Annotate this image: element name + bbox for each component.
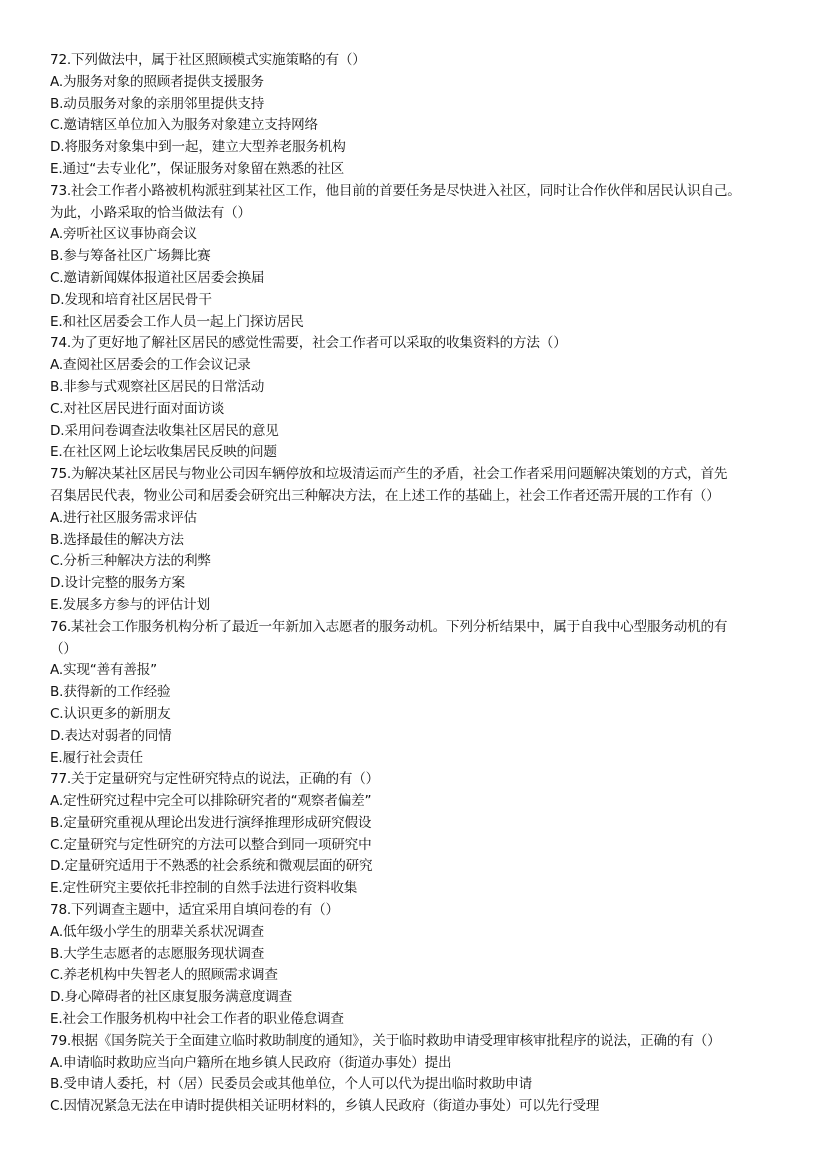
question-block (50, 900, 820, 1031)
question-stem: 78.下列调查主题中，适宜采用自填问卷的有（） (50, 902, 339, 919)
question-block (50, 617, 820, 770)
question-stem: 77.关于定量研究与定性研究特点的说法，正确的有（） (50, 771, 380, 788)
question-stem: 74.为了更好地了解社区居民的感觉性需要，社会工作者可以采取的收集资料的方法（） (50, 335, 567, 352)
answer-option: B.大学生志愿者的志愿服务现状调查 (50, 945, 265, 962)
question-stem: （） (50, 640, 77, 657)
answer-option: D.发现和培育社区居民骨干 (50, 291, 212, 308)
question-stem: 72.下列做法中，属于社区照顾模式实施策略的有（） (50, 52, 366, 68)
answer-option: D.将服务对象集中到一起，建立大型养老服务机构 (50, 139, 346, 156)
answer-option: E.和社区居委会工作人员一起上门探访居民 (50, 313, 304, 330)
question-block (50, 181, 820, 334)
answer-option: A.实现“善有善报” (50, 662, 158, 679)
question-stem: 76.某社会工作服务机构分析了最近一年新加入志愿者的服务动机。下列分析结果中，属于自我中心型服务动机的有 (50, 618, 728, 635)
question-block (50, 333, 820, 464)
answer-option: B.参与筹备社区广场舞比赛 (50, 248, 211, 265)
answer-option: A.进行社区服务需求评估 (50, 509, 197, 526)
question-stem: 79.根据《国务院关于全面建立临时救助制度的通知》，关于临时救助申请受理审核审批程序的说法，正确的有（） (50, 1032, 721, 1049)
answer-option: D.定量研究适用于不熟悉的社会系统和微观层面的研究 (50, 858, 373, 875)
answer-option: B.非参与式观察社区居民的日常活动 (50, 378, 265, 395)
answer-option: C.邀请新闻媒体报道社区居委会换届 (50, 269, 265, 286)
answer-option: B.获得新的工作经验 (50, 684, 171, 701)
answer-option: A.旁听社区议事协商会议 (50, 226, 197, 243)
question-stem: 召集居民代表，物业公司和居委会研究出三种解决方法，在上述工作的基础上，社会工作者还需开展的工作有（） (50, 487, 720, 504)
answer-option: E.履行社会责任 (50, 749, 143, 766)
question-block (50, 769, 820, 900)
question-block (50, 464, 820, 617)
answer-option: E.定性研究主要依托非控制的自然手法进行资料收集 (50, 880, 358, 897)
answer-option: D.身心障碍者的社区康复服务满意度调查 (50, 989, 293, 1006)
question-block (50, 50, 820, 181)
answer-option: A.低年级小学生的朋辈关系状况调查 (50, 923, 264, 940)
answer-option: B.动员服务对象的亲朋邻里提供支持 (50, 95, 265, 112)
answer-option: C.对社区居民进行面对面访谈 (50, 400, 225, 417)
answer-option: A.查阅社区居委会的工作会议记录 (50, 357, 251, 374)
answer-option: C.定量研究与定性研究的方法可以整合到同一项研究中 (50, 836, 372, 853)
answer-option: E.通过“去专业化”，保证服务对象留在熟悉的社区 (50, 160, 345, 177)
question-block (50, 1031, 820, 1118)
answer-option: E.在社区网上论坛收集居民反映的问题 (50, 444, 277, 461)
answer-option: A.为服务对象的照顾者提供支援服务 (50, 73, 264, 90)
answer-option: D.设计完整的服务方案 (50, 575, 185, 592)
answer-option: C.养老机构中失智老人的照顾需求调查 (50, 967, 278, 984)
answer-option: C.邀请辖区单位加入为服务对象建立支持网络 (50, 117, 318, 134)
answer-option: D.采用问卷调查法收集社区居民的意见 (50, 422, 279, 439)
answer-option: E.社会工作服务机构中社会工作者的职业倦怠调查 (50, 1011, 344, 1028)
answer-option: E.发展多方参与的评估计划 (50, 596, 210, 613)
question-stem: 为此，小路采取的恰当做法有（） (50, 204, 251, 221)
answer-option: B.受申请人委托，村（居）民委员会或其他单位，个人可以代为提出临时救助申请 (50, 1076, 533, 1093)
answer-option: C.认识更多的新朋友 (50, 705, 171, 722)
answer-option: D.表达对弱者的同情 (50, 727, 172, 744)
answer-option: C.因情况紧急无法在申请时提供相关证明材料的，乡镇人民政府（街道办事处）可以先行受理 (50, 1098, 600, 1115)
answer-option: B.选择最佳的解决方法 (50, 531, 184, 548)
answer-option: A.申请临时救助应当向户籍所在地乡镇人民政府（街道办事处）提出 (50, 1054, 452, 1071)
question-stem: 75.为解决某社区居民与物业公司因车辆停放和垃圾清运而产生的矛盾，社会工作者采用问题解决策划的方式，首先 (50, 466, 728, 483)
answer-option: C.分析三种解决方法的利弊 (50, 553, 211, 570)
question-stem: 73.社会工作者小路被机构派驻到某社区工作，他目前的首要任务是尽快进入社区，同时让合作伙伴和居民认识自己。 (50, 182, 741, 199)
answer-option: B.定量研究重视从理论出发进行演绎推理形成研究假设 (50, 814, 372, 831)
answer-option: A.定性研究过程中完全可以排除研究者的“观察者偏差” (50, 793, 372, 810)
document-body (50, 50, 820, 1118)
